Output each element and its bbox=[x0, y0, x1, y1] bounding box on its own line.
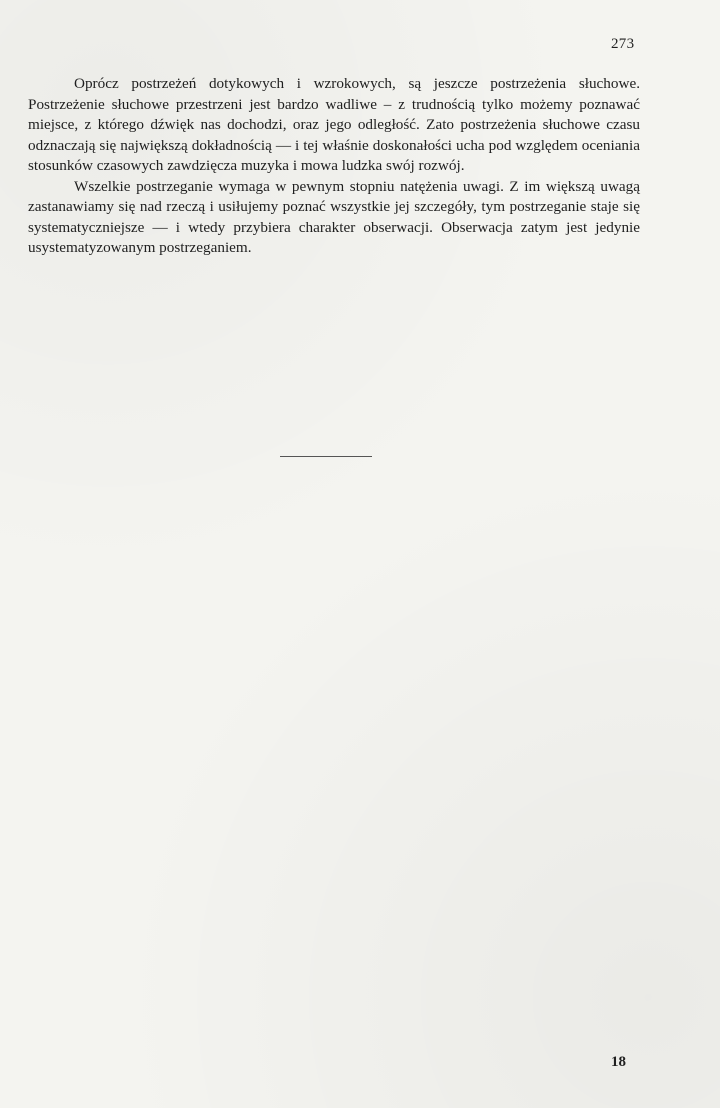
paragraph-1: Oprócz postrzeżeń dotykowych i wzrokowych, są jeszcze postrzeżenia słuchowe. Postrzeżenie słuchowe przestrzeni jest bardzo wadliwe – z trudnością tylko możemy poznawać miejsce, z którego dźwięk nas dochodzi, oraz jego odległość. Zato postrzeżenia słuchowe czasu odznaczają się największą dokładnością — i tej właśnie doskonałości ucha pod względem oceniania stosunków czasowych zawdzięcza muzyka i mowa ludzka swój rozwój. bbox=[28, 75, 640, 174]
section-divider bbox=[280, 456, 372, 457]
paragraph-2: Wszelkie postrzeganie wymaga w pewnym stopniu natężenia uwagi. Z im większą uwagą zastanawiamy się nad rzeczą i usiłujemy poznać wszystkie jej szczegóły, tym postrzeganie staje się systematyczniejsze — i wtedy przybiera charakter obserwacji. Obserwacja zatym jest jedynie usystematyzowanym postrzeganiem. bbox=[28, 177, 640, 256]
printer-signature-mark: 18 bbox=[611, 1054, 626, 1070]
page-number: 273 bbox=[611, 36, 635, 52]
main-text bbox=[28, 74, 640, 259]
